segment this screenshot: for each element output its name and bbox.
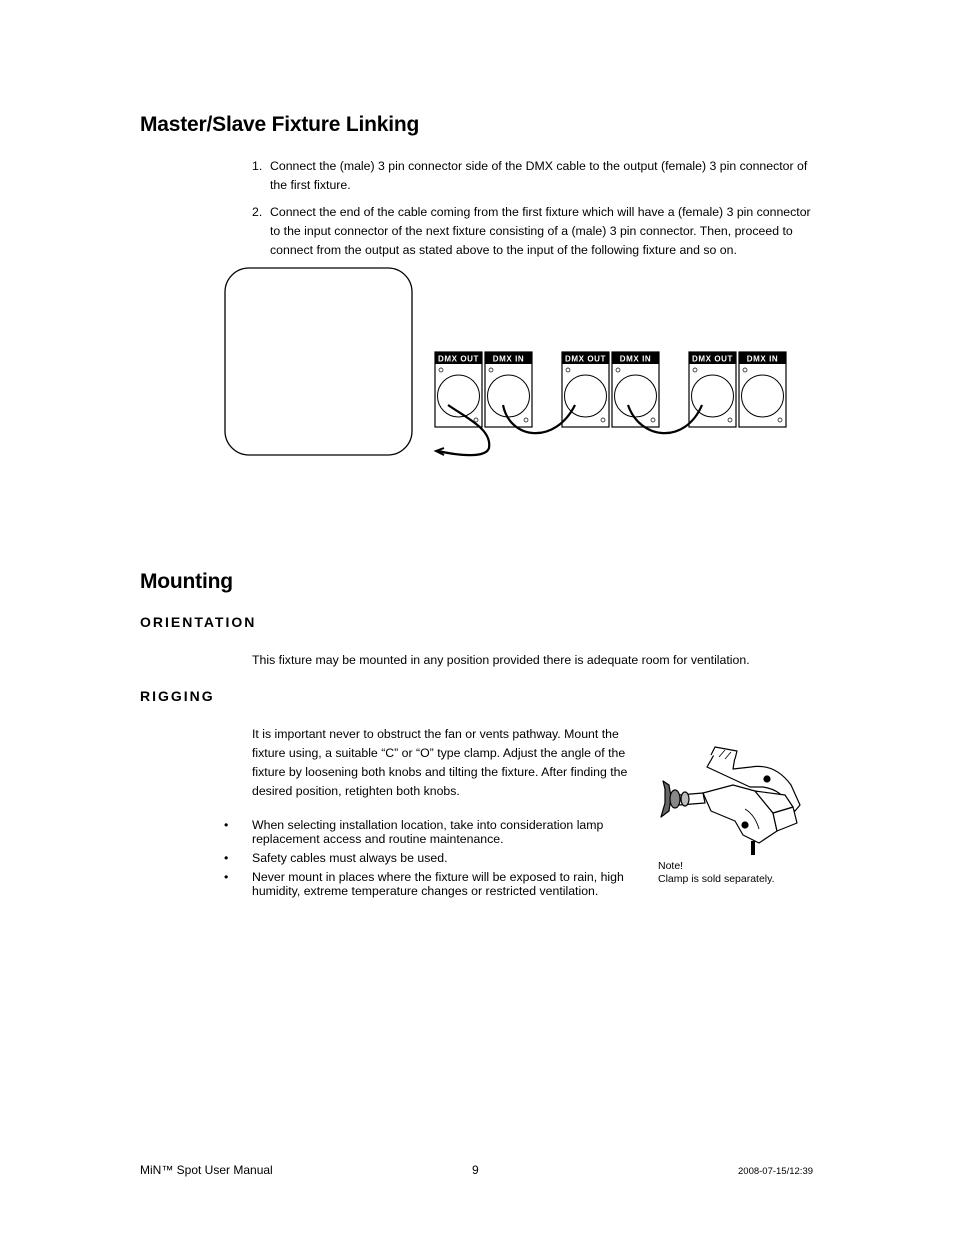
note-title: Note! <box>658 860 684 872</box>
list-item <box>224 851 634 865</box>
step-text: Connect the end of the cable coming from the first fixture which will have a (female) 3 pin connector to the input connector of the next fixture consisting of a (male) 3 pin connector. Then, proceed to connect from the output as stated above to the input of the following fixture and so on. <box>270 205 811 257</box>
bullet-icon: • <box>224 870 229 884</box>
dmx-out-label: DMX OUT <box>564 354 607 364</box>
dmx-in-label: DMX IN <box>619 354 652 364</box>
orientation-text: This fixture may be mounted in any position provided there is adequate room for ventilation. <box>252 653 750 667</box>
rigging-text: It is important never to obstruct the fan or vents pathway. Mount the fixture using, a suitable “C” or “O” type clamp. Adjust the angle of the fixture by loosening both knobs and tilting the fixture. After finding the desired position, retighten both knobs. <box>252 727 628 798</box>
fixture-connectors-3 <box>689 352 786 427</box>
list-item <box>224 818 634 846</box>
xlr-socket <box>615 375 657 417</box>
dmx-cable <box>628 405 702 433</box>
rigging-heading: RIGGING <box>140 688 215 704</box>
bullet-text: Never mount in places where the fixture will be exposed to rain, high humidity, extreme temperature changes or restricted ventilation. <box>252 870 624 898</box>
clamp-illustration <box>655 745 810 857</box>
bullet-icon: • <box>224 851 229 865</box>
dmx-linking-diagram <box>0 0 954 520</box>
mounting-heading: Mounting <box>140 570 233 593</box>
dmx-cable <box>503 405 575 433</box>
footer-date: 2008-07-15/12:39 <box>738 1166 814 1177</box>
bullet-icon: • <box>224 818 229 832</box>
xlr-socket <box>692 375 734 417</box>
rigging-bullets <box>224 818 634 903</box>
step-number: 1. <box>252 159 263 173</box>
fixture-connectors-1 <box>435 352 532 427</box>
linking-heading: Master/Slave Fixture Linking <box>140 113 420 136</box>
dmx-in-label: DMX IN <box>492 354 525 364</box>
step-text: Connect the (male) 3 pin connector side of the DMX cable to the output (female) 3 pin connector of the first fixture. <box>270 159 808 192</box>
footer-title: MiN™ Spot User Manual <box>140 1163 273 1177</box>
note-text: Clamp is sold separately. <box>658 873 775 885</box>
dmx-in-label: DMX IN <box>746 354 779 364</box>
fixture-connectors-2 <box>562 352 659 427</box>
dmx-out-label: DMX OUT <box>437 354 480 364</box>
bullet-text: When selecting installation location, take into consideration lamp replacement access and routine maintenance. <box>252 818 604 846</box>
controller-outline <box>225 268 412 455</box>
xlr-socket <box>742 375 784 417</box>
xlr-socket <box>488 375 530 417</box>
page-number: 9 <box>472 1163 479 1177</box>
bullet-text: Safety cables must always be used. <box>252 851 448 865</box>
orientation-heading: ORIENTATION <box>140 614 257 630</box>
step-number: 2. <box>252 205 263 219</box>
list-item <box>224 870 634 898</box>
dmx-out-label: DMX OUT <box>691 354 734 364</box>
